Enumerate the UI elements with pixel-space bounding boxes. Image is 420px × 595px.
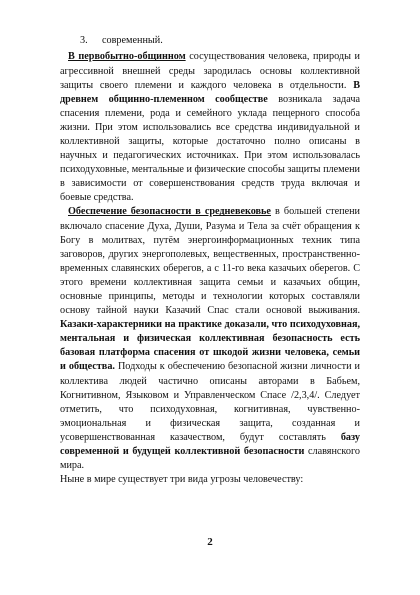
p2-sentence-5: славянского мира.	[60, 446, 360, 472]
p2-sentence-1: в большей степени включало спасение Духа, Души, Разума и Тела за счёт обращения к Богу в молитвах, путём энергоинформационных техник типа заговоров, других энергополевых, вещественных, пространственно-временных славянских оберегов, а с 11-го века казачьих оберегов. С этого времени коллективная защита семьи и казачьих общин, основные принципы, методы и технологии которых составляли основу тайной науки Казачий Спас стали основой выживания.	[60, 206, 360, 317]
term-middle-ages-security: Обеспечение безопасности в средневековье	[68, 206, 271, 218]
page-number: 2	[207, 536, 213, 548]
p2-bold-cossacks: Казаки-характерники на практике доказали, что психодуховная, ментальная и физическая коллективная безопасность есть базовая платформа спасения от шкодой жизни человека, семьи и общества.	[60, 319, 360, 373]
threats-lead-line: Ныне в мире существует три вида угрозы человечеству:	[60, 474, 304, 486]
p2-bold-base-security: базу современной и будущей коллективной безопасности	[60, 431, 360, 458]
list-item-number: 3.	[80, 35, 88, 46]
p1-sentence-1: сосуществования человека, природы и агрессивной внешней среды зародилась основы коллективной защиты своего племени и каждого человека в отдельности.	[60, 51, 360, 91]
term-primitive-communal: В первобытно-общинном	[68, 51, 186, 63]
p2-sentence-3: Подходы к обеспечению безопасной жизни личности и коллектива людей частично описаны авторами в Бабьем, Когнитивном, Языковом и Управленческом Спасе /2,3,4/. Следует отметить, что психодуховная, когнитивная, чувственно-эмоциональная и физическая защита, созданная и усовершенствованная казачеством, будут составлять	[60, 361, 360, 443]
paragraph-primitive-communal	[60, 50, 360, 205]
term-ancient-tribal: В древнем общинно-племенном сообществе	[60, 79, 360, 105]
list-item	[60, 34, 360, 48]
paragraph-middle-ages	[60, 205, 360, 473]
list-item-text: современный.	[102, 35, 163, 46]
p1-sentence-2: возникала задача спасения племени, рода и семейного уклада пещерного способа жизни. При этом использовались все средства индивидуальной и коллективной защиты, которые достаточно полно описаны в научных и педагогических источниках. При этом использовалась психодуховные, ментальные и физические способы защиты племени в зависимости от совершенствования средств труда включая и боевые средства.	[60, 93, 360, 204]
